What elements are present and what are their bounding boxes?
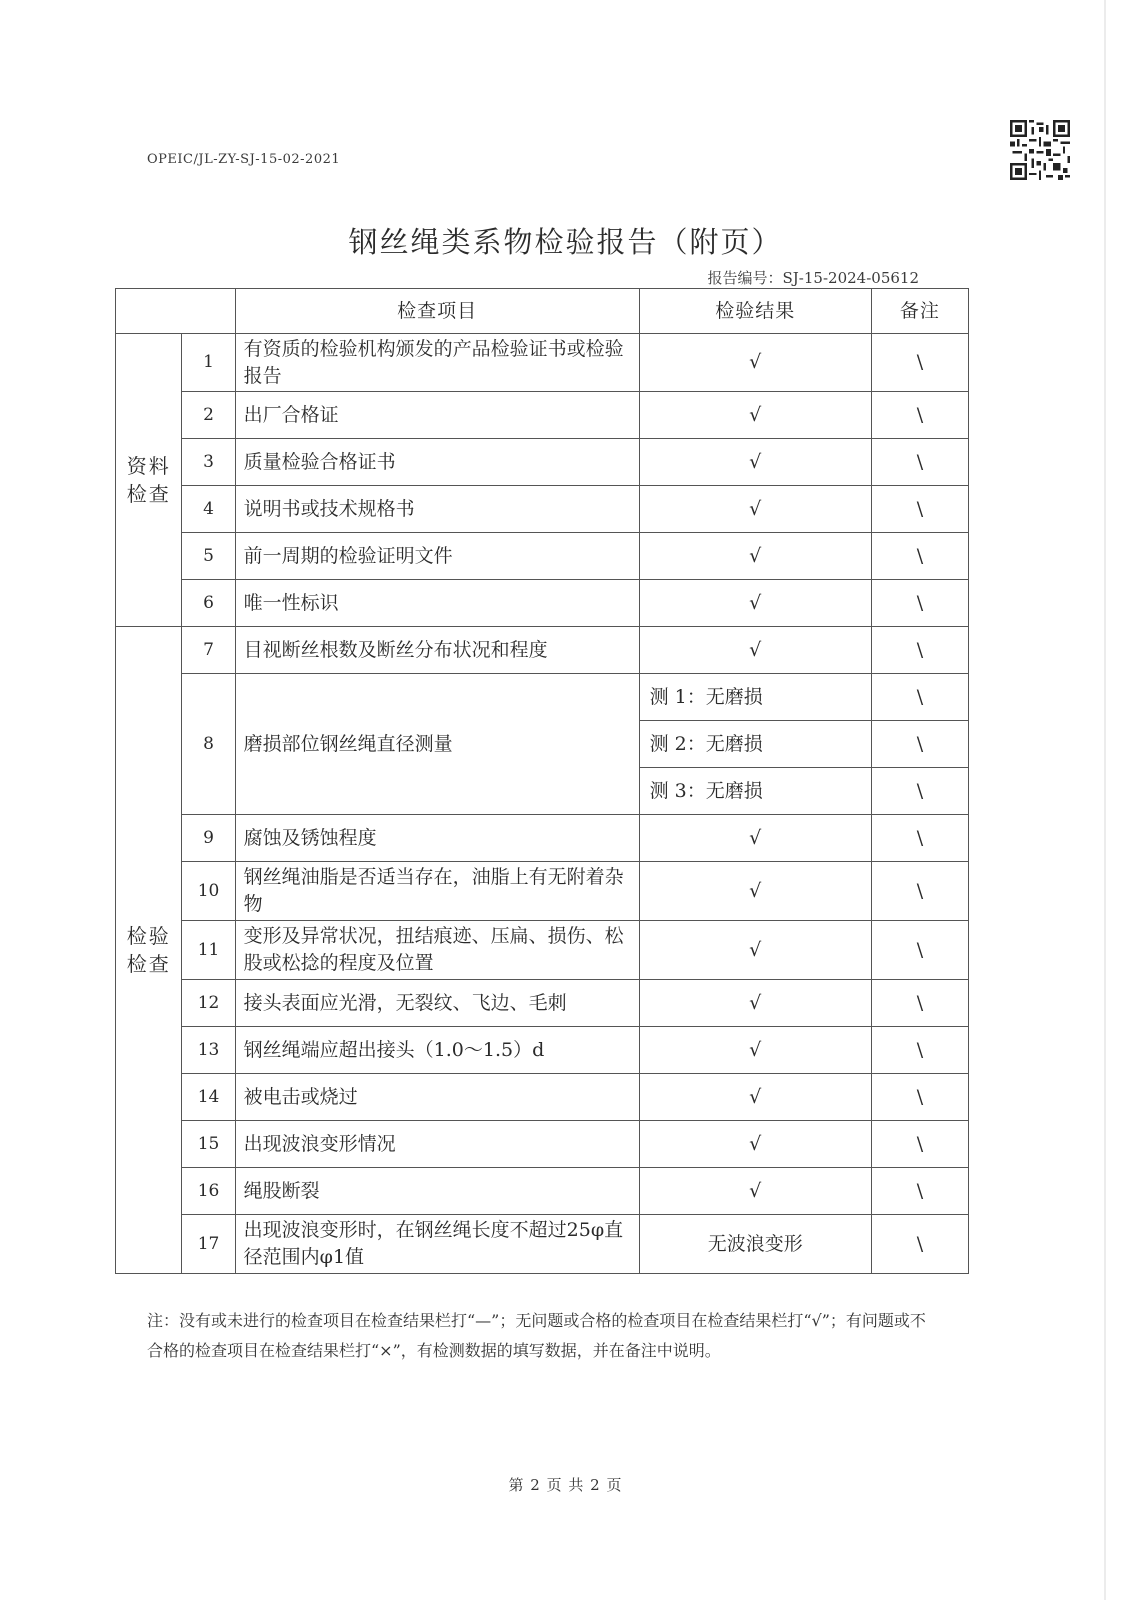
table-row	[116, 627, 969, 674]
row-remark: \	[871, 1121, 968, 1168]
row-result: √	[639, 815, 871, 862]
row-result: √	[639, 392, 871, 439]
row-number: 3	[182, 439, 235, 486]
row-item: 腐蚀及锈蚀程度	[235, 815, 639, 862]
row-item: 出现波浪变形时，在钢丝绳长度不超过25φ直径范围内φ1值	[235, 1215, 639, 1274]
row-result: √	[639, 486, 871, 533]
row-remark: \	[871, 1027, 968, 1074]
group-documents: 资料检查	[116, 334, 182, 627]
measurement-result: 测 1：无磨损	[639, 674, 871, 721]
row-remark: \	[871, 1074, 968, 1121]
row-number: 4	[182, 486, 235, 533]
row-remark: \	[871, 533, 968, 580]
row-remark: \	[871, 486, 968, 533]
table-row	[116, 862, 969, 921]
document-code: OPEIC/JL-ZY-SJ-15-02-2021	[147, 152, 341, 167]
row-result: √	[639, 533, 871, 580]
table-header-row	[116, 289, 969, 334]
row-result: √	[639, 980, 871, 1027]
measurement-result: 测 2：无磨损	[639, 721, 871, 768]
qr-code-icon	[1010, 120, 1070, 180]
row-remark: \	[871, 1168, 968, 1215]
table-row	[116, 439, 969, 486]
header-remark: 备注	[871, 289, 968, 334]
footnote: 注：没有或未进行的检查项目在检查结果栏打“—”；无问题或合格的检查项目在检查结果栏打“√”；有问题或不合格的检查项目在检查结果栏打“×”，有检测数据的填写数据，并在备注中说明。	[147, 1311, 926, 1360]
table-row	[116, 486, 969, 533]
row-number: 14	[182, 1074, 235, 1121]
row-number: 2	[182, 392, 235, 439]
row-item: 前一周期的检验证明文件	[235, 533, 639, 580]
row-result: √	[639, 862, 871, 921]
page-number: 第 2 页 共 2 页	[508, 1476, 623, 1494]
table-row	[116, 533, 969, 580]
table-row	[116, 334, 969, 392]
measurement-remark: \	[871, 721, 968, 768]
report-number: 报告编号：SJ-15-2024-05612	[707, 269, 919, 287]
row-number: 5	[182, 533, 235, 580]
row-item: 钢丝绳油脂是否适当存在，油脂上有无附着杂物	[235, 862, 639, 921]
row-number: 7	[182, 627, 235, 674]
row-item: 出现波浪变形情况	[235, 1121, 639, 1168]
row-result: √	[639, 580, 871, 627]
row-item: 目视断丝根数及断丝分布状况和程度	[235, 627, 639, 674]
row-result: √	[639, 334, 871, 392]
row-item: 出厂合格证	[235, 392, 639, 439]
row-result: √	[639, 1121, 871, 1168]
row-result: √	[639, 439, 871, 486]
row-result: √	[639, 627, 871, 674]
row-result: √	[639, 1027, 871, 1074]
row-number: 11	[182, 921, 235, 980]
table-row	[116, 580, 969, 627]
row-number: 17	[182, 1215, 235, 1274]
row-number: 9	[182, 815, 235, 862]
row-remark: \	[871, 392, 968, 439]
row-result: √	[639, 921, 871, 980]
table-row	[116, 392, 969, 439]
row-item: 绳股断裂	[235, 1168, 639, 1215]
measurement-remark: \	[871, 674, 968, 721]
report-title: 钢丝绳类系物检验报告（附页）	[348, 225, 783, 259]
header-result: 检验结果	[639, 289, 871, 334]
header-item: 检查项目	[235, 289, 639, 334]
row-remark: \	[871, 334, 968, 392]
table-row	[116, 674, 969, 721]
row-result: √	[639, 1168, 871, 1215]
row-number: 13	[182, 1027, 235, 1074]
row-item: 被电击或烧过	[235, 1074, 639, 1121]
row-item: 接头表面应光滑，无裂纹、飞边、毛刺	[235, 980, 639, 1027]
header-blank-cell	[116, 289, 236, 334]
table-row	[116, 1121, 969, 1168]
table-row	[116, 980, 969, 1027]
row-number: 10	[182, 862, 235, 921]
measurement-remark: \	[871, 768, 968, 815]
row-number: 1	[182, 334, 235, 392]
row-number: 6	[182, 580, 235, 627]
table-row	[116, 1168, 969, 1215]
row-number: 15	[182, 1121, 235, 1168]
inspection-table	[115, 288, 969, 1274]
row-remark: \	[871, 980, 968, 1027]
row-remark: \	[871, 815, 968, 862]
row-remark: \	[871, 862, 968, 921]
table-row	[116, 1027, 969, 1074]
row-item: 有资质的检验机构颁发的产品检验证书或检验报告	[235, 334, 639, 392]
row-remark: \	[871, 580, 968, 627]
row-item: 磨损部位钢丝绳直径测量	[235, 674, 639, 815]
table-row	[116, 921, 969, 980]
group-inspection: 检验检查	[116, 627, 182, 1274]
row-result: √	[639, 1074, 871, 1121]
row-remark: \	[871, 921, 968, 980]
row-number: 12	[182, 980, 235, 1027]
row-remark: \	[871, 1215, 968, 1274]
row-result: 无波浪变形	[639, 1215, 871, 1274]
row-item: 变形及异常状况，扭结痕迹、压扁、损伤、松股或松捻的程度及位置	[235, 921, 639, 980]
table-row	[116, 1215, 969, 1274]
row-item: 唯一性标识	[235, 580, 639, 627]
table-row	[116, 1074, 969, 1121]
row-remark: \	[871, 439, 968, 486]
row-remark: \	[871, 627, 968, 674]
row-item: 说明书或技术规格书	[235, 486, 639, 533]
row-item: 钢丝绳端应超出接头（1.0～1.5）d	[235, 1027, 639, 1074]
row-item: 质量检验合格证书	[235, 439, 639, 486]
row-number: 16	[182, 1168, 235, 1215]
table-row	[116, 815, 969, 862]
row-number: 8	[182, 674, 235, 815]
measurement-result: 测 3：无磨损	[639, 768, 871, 815]
